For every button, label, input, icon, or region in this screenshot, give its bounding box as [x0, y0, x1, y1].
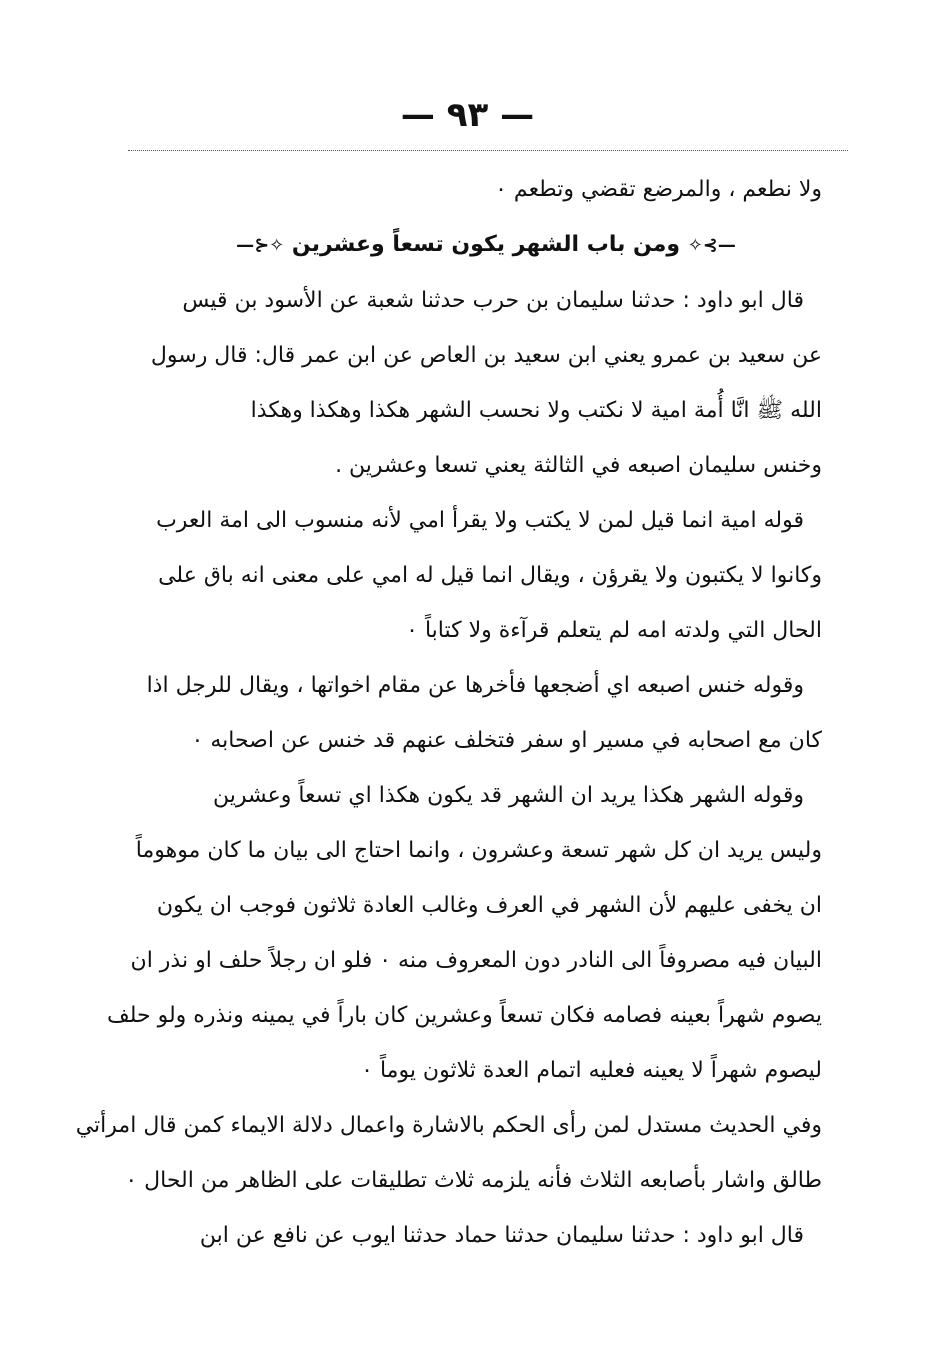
text-line: الله ﷺ انَّا أُمة امية لا نكتب ولا نحسب الشهر هكذا وهكذا وهكذا: [250, 398, 822, 423]
text-line: وقوله الشهر هكذا يريد ان الشهر قد يكون هكذا اي تسعاً وعشرين: [212, 783, 804, 808]
text-line: وخنس سليمان اصبعه في الثالثة يعني تسعا وعشرين .: [335, 453, 822, 478]
ornament-right-icon: —⊱✧: [687, 235, 736, 256]
text-line: قال ابو داود : حدثنا سليمان بن حرب حدثنا شعبة عن الأسود بن قيس: [182, 288, 804, 313]
chapter-heading-text: ومن باب الشهر يكون تسعاً وعشرين: [284, 232, 688, 257]
text-line: وفي الحديث مستدل لمن رأى الحكم بالاشارة واعمال دلالة الايماء كمن قال امرأتي: [75, 1113, 822, 1138]
text-line: قال ابو داود : حدثنا سليمان حدثنا حماد حدثنا ايوب عن نافع عن ابن: [199, 1223, 804, 1248]
text-line: ليصوم شهراً لا يعينه فعليه اتمام العدة ثلاثون يوماً ٠: [361, 1058, 822, 1083]
text-line: الحال التي ولدته امه لم يتعلم قرآءة ولا كتاباً ٠: [406, 618, 822, 643]
header-divider: [128, 150, 848, 151]
ornament-left-icon: ✧⊰—: [236, 235, 285, 256]
text-line: وليس يريد ان كل شهر تسعة وعشرون ، وانما احتاج الى بيان ما كان موهوماً: [135, 838, 822, 863]
text-line: وكانوا لا يكتبون ولا يقرؤن ، ويقال انما قيل له امي على معنى انه باق على: [158, 563, 822, 588]
text-line: كان مع اصحابه في مسير او سفر فتخلف عنهم قد خنس عن اصحابه ٠: [191, 728, 822, 753]
page-number: — ٩٣ —: [400, 95, 535, 135]
text-line: يصوم شهراً بعينه فصامه فكان تسعاً وعشرين كان باراً في يمينه ونذره ولو حلف: [106, 1003, 822, 1028]
text-line: طالق واشار بأصابعه الثلاث فأنه يلزمه ثلاث تطليقات على الظاهر من الحال ٠: [125, 1168, 822, 1193]
body-text: [75, 162, 822, 1263]
text-line: ان يخفى عليهم لأن الشهر في العرف وغالب العادة ثلاثون فوجب ان يكون: [156, 893, 822, 918]
text-line: قوله امية انما قيل لمن لا يكتب ولا يقرأ امي لأنه منسوب الى امة العرب: [156, 508, 804, 533]
text-line: ولا نطعم ، والمرضع تقضي وتطعم ٠: [495, 177, 822, 202]
text-line: عن سعيد بن عمرو يعني ابن سعيد بن العاص عن ابن عمر قال: قال رسول: [150, 343, 822, 368]
text-line: البيان فيه مصروفاً الى النادر دون المعروف منه ٠ فلو ان رجلاً حلف او نذر ان: [130, 948, 822, 973]
text-line: وقوله خنس اصبعه اي أضجعها فأخرها عن مقام اخواتها ، ويقال للرجل اذا: [146, 673, 804, 698]
chapter-heading: [150, 217, 822, 273]
